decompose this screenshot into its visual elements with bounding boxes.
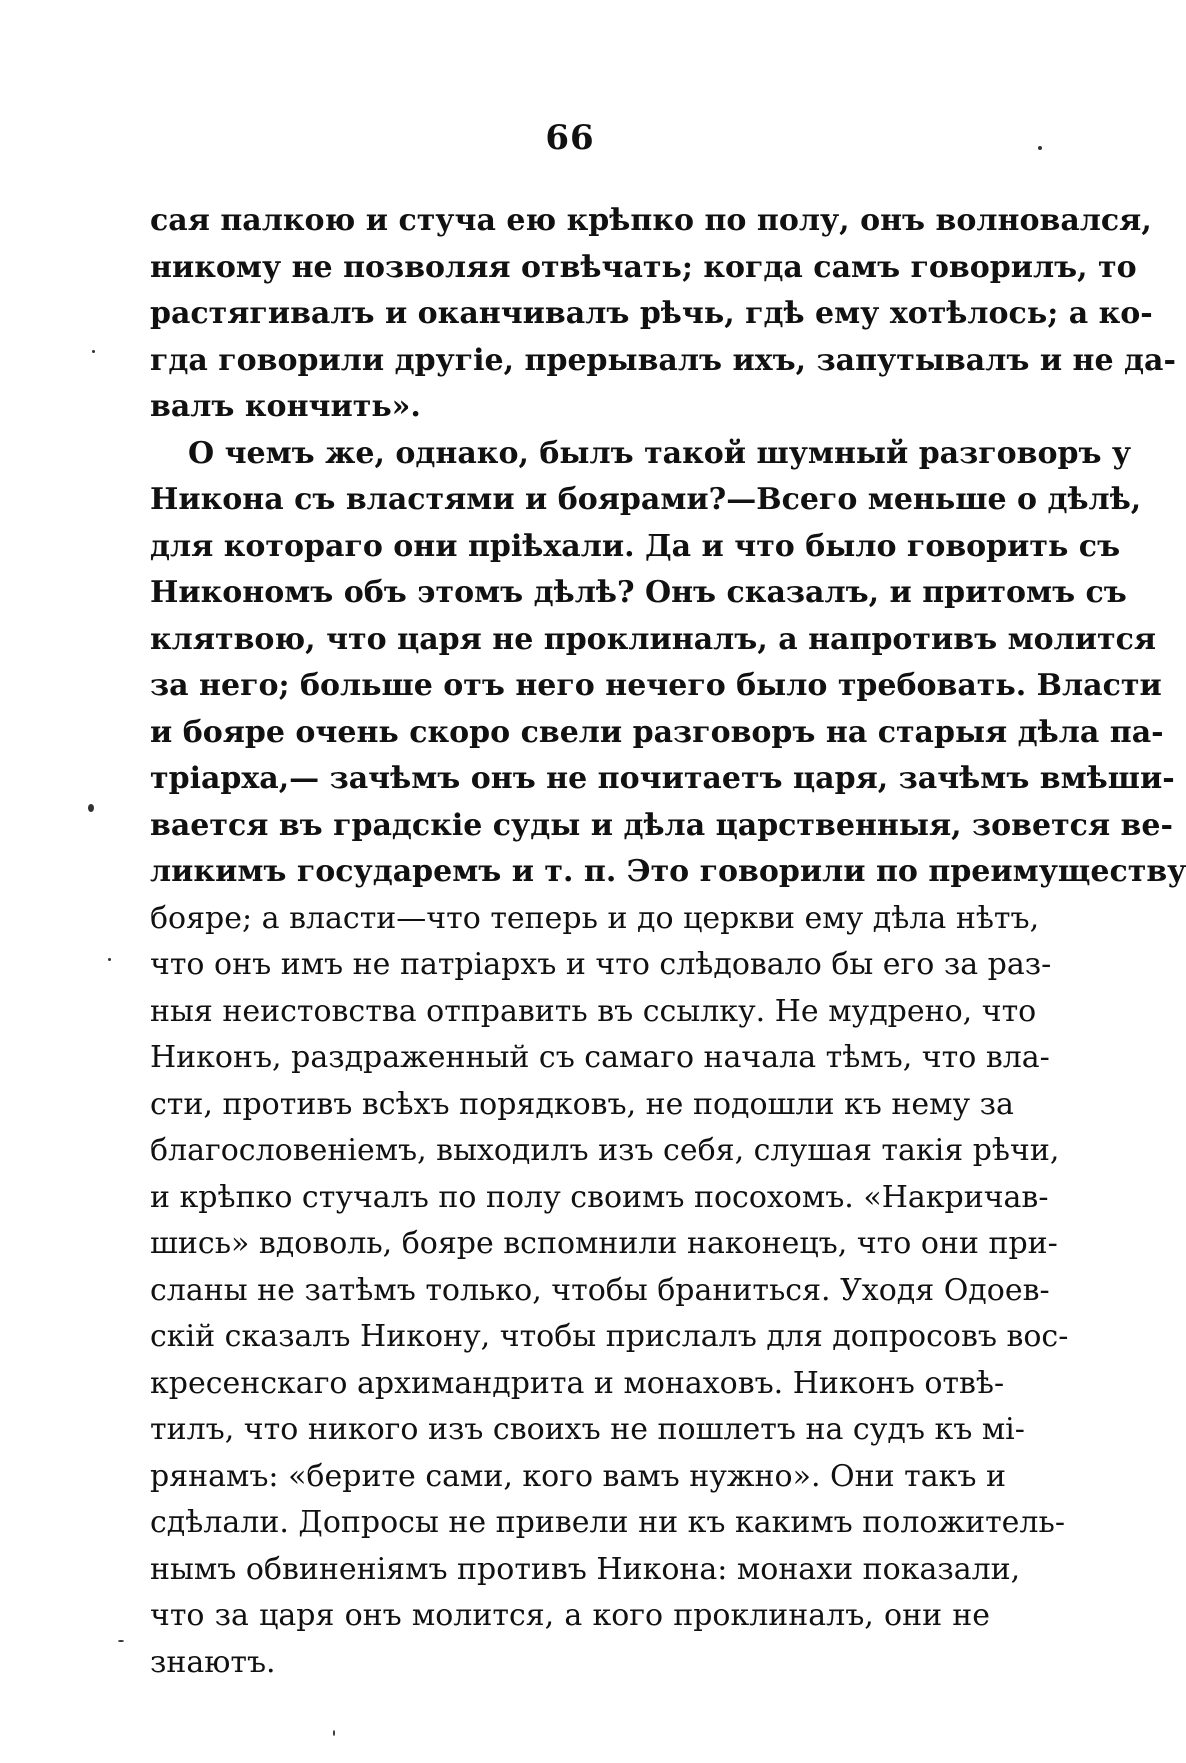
text-line: знаютъ. — [150, 1644, 276, 1680]
scan-speck — [333, 1730, 335, 1736]
text-line: ныя неистовства отправить въ ссылку. Не мудрено, что — [150, 993, 1037, 1029]
text-line: сти, противъ всѣхъ порядковъ, не подошли къ нему за — [150, 1086, 1014, 1122]
text-line: кресенскаго архимандрита и монаховъ. Никонъ отвѣ- — [150, 1365, 1005, 1401]
text-line: сдѣлали. Допросы не привели ни къ какимъ положитель- — [150, 1505, 1065, 1540]
scan-speck — [108, 958, 111, 961]
page-number: 66 — [545, 118, 595, 158]
text-line: нымъ обвиненіямъ противъ Никона: монахи показали, — [150, 1551, 1021, 1587]
text-line: что за царя онъ молится, а кого проклиналъ, они не — [150, 1598, 990, 1633]
text-block — [150, 198, 1186, 1686]
text-line: валъ кончить». — [150, 389, 421, 424]
scan-speck — [118, 1640, 124, 1642]
text-line: Никономъ объ этомъ дѣлѣ? Онъ сказалъ, и притомъ съ — [150, 575, 1127, 610]
text-line: скій сказалъ Никону, чтобы прислалъ для допросовъ вос- — [150, 1319, 1069, 1354]
text-line: клятвою, что царя не проклиналъ, а напротивъ молится — [150, 621, 1157, 657]
scan-speck — [1038, 146, 1042, 150]
text-line: сая палкою и стуча ею крѣпко по полу, онъ волновался, — [150, 203, 1152, 238]
text-line: ликимъ государемъ и т. п. Это говорили по преимуществу — [150, 854, 1186, 889]
paragraph-1 — [150, 198, 1176, 431]
scan-speck — [92, 350, 95, 353]
text-line: Никона съ властями и боярами?—Всего меньше о дѣлѣ, — [150, 482, 1142, 517]
text-line: рянамъ: «берите сами, кого вамъ нужно». Они такъ и — [150, 1458, 1006, 1494]
text-line: бояре; а власти—что теперь и до церкви ему дѣла нѣтъ, — [150, 900, 1040, 936]
text-line: Никонъ, раздраженный съ самаго начала тѣмъ, что вла- — [150, 1040, 1050, 1075]
text-line: вается въ градскіе суды и дѣла царственныя, зовется ве- — [150, 807, 1173, 843]
scan-speck — [88, 804, 94, 812]
text-line: гда говорили другіе, прерывалъ ихъ, запутывалъ и не да- — [150, 342, 1176, 378]
text-line: О чемъ же, однако, былъ такой шумный разговоръ у — [188, 435, 1132, 471]
text-line: шись» вдоволь, бояре вспомнили наконецъ, что они при- — [150, 1226, 1058, 1261]
text-line: и бояре очень скоро свели разговоръ на старыя дѣла па- — [150, 714, 1164, 750]
paragraph-2 — [150, 431, 1186, 1687]
text-line: растягивалъ и оканчивалъ рѣчь, гдѣ ему хотѣлось; а ко- — [150, 296, 1153, 331]
text-line: для котораго они пріѣхали. Да и что было говорить съ — [150, 528, 1121, 564]
text-line: тилъ, что никого изъ своихъ не пошлетъ на судъ къ мі- — [150, 1412, 1025, 1447]
text-line: и крѣпко стучалъ по полу своимъ посохомъ. «Накричав- — [150, 1179, 1049, 1215]
text-line: тріарха,— зачѣмъ онъ не почитаетъ царя, зачѣмъ вмѣши- — [150, 761, 1175, 796]
text-line: благословеніемъ, выходилъ изъ себя, слушая такія рѣчи, — [150, 1133, 1060, 1168]
text-line: сланы не затѣмъ только, чтобы браниться. Уходя Одоев- — [150, 1272, 1050, 1308]
text-line: за него; больше отъ него нечего было требовать. Власти — [150, 668, 1162, 703]
text-line: что онъ имъ не патріархъ и что слѣдовало бы его за раз- — [150, 947, 1052, 982]
text-line: никому не позволяя отвѣчать; когда самъ говорилъ, то — [150, 249, 1137, 285]
